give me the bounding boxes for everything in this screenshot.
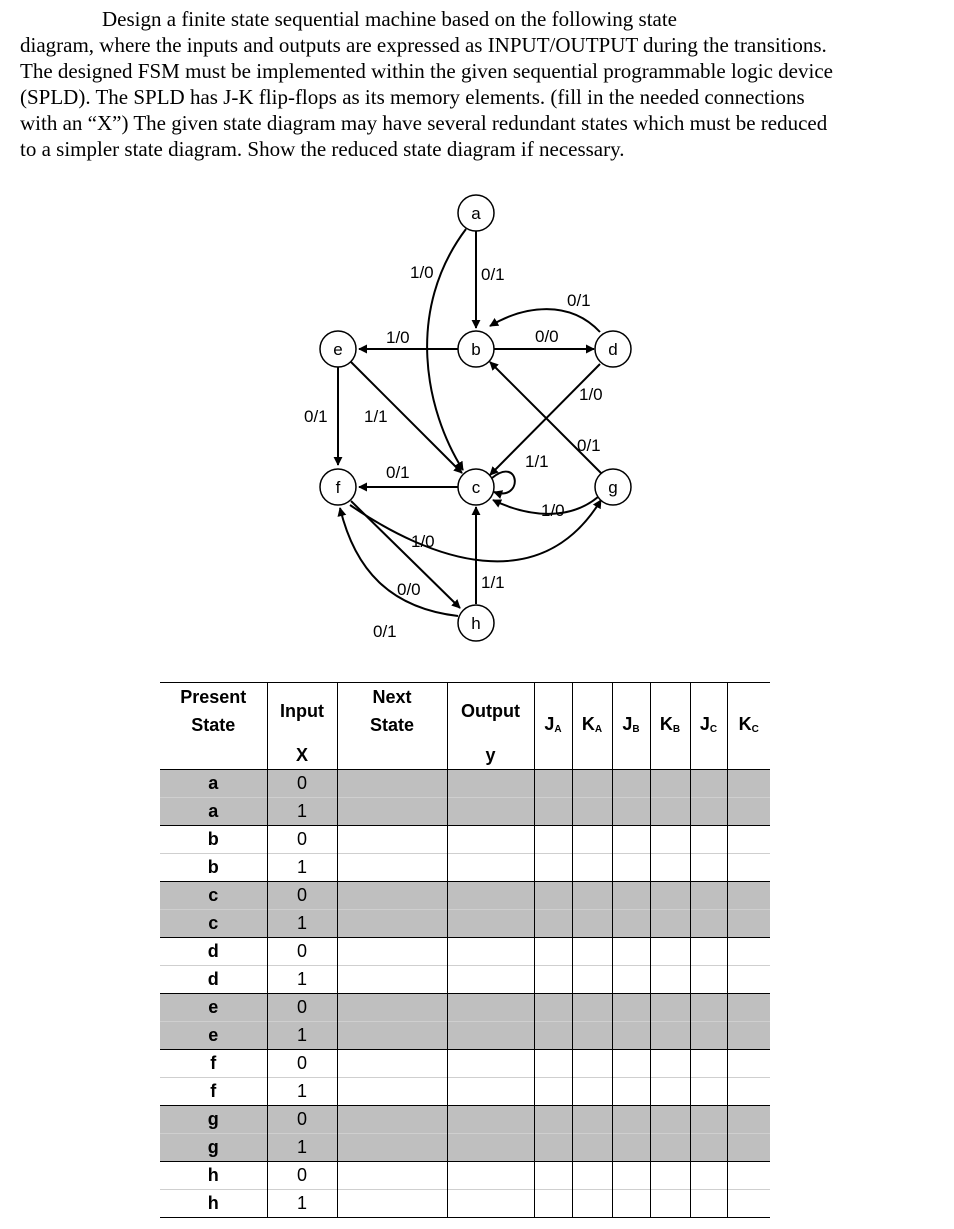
table-row: [160, 770, 770, 798]
problem-line: Design a finite state sequential machine based on the following state: [102, 7, 677, 31]
state-label: d: [608, 340, 618, 359]
input-cell: 1: [267, 798, 337, 826]
kc-cell: [727, 854, 770, 882]
jc-cell: [690, 938, 727, 966]
output-cell: [447, 994, 534, 1022]
ja-cell: [534, 994, 572, 1022]
ka-cell: [572, 1078, 612, 1106]
table-row: [160, 966, 770, 994]
header-line: State: [369, 715, 414, 735]
ka-cell: [572, 1134, 612, 1162]
kb-cell: [650, 1022, 690, 1050]
ff-main: K: [738, 714, 752, 734]
state-label: f: [335, 478, 341, 497]
table-row: [160, 854, 770, 882]
edge-label-c-self: 1/1: [525, 452, 549, 471]
jb-cell: [612, 966, 650, 994]
state-node-c: [458, 469, 494, 505]
present-state-subheader: [160, 739, 267, 770]
state-node-b: [458, 331, 494, 367]
output-cell: [447, 910, 534, 938]
present-state-cell: d: [160, 966, 267, 994]
kc-cell: [727, 1106, 770, 1134]
input-header: Input: [267, 683, 337, 740]
ka-cell: [572, 826, 612, 854]
output-header: Output: [447, 683, 534, 740]
header-line: Present: [180, 687, 247, 707]
ka-cell: [572, 966, 612, 994]
output-cell: [447, 966, 534, 994]
next-state-cell: [337, 882, 447, 910]
ka-cell: [572, 770, 612, 798]
input-cell: 1: [267, 1078, 337, 1106]
state-label: b: [471, 340, 481, 359]
kb-cell: [650, 826, 690, 854]
table-row: [160, 1190, 770, 1218]
problem-line: (SPLD). The SPLD has J-K flip-flops as its memory elements. (fill in the needed connections: [20, 85, 805, 109]
ja-cell: [534, 798, 572, 826]
ja-cell: [534, 1078, 572, 1106]
jc-cell: [690, 770, 727, 798]
edge-label-e-f: 0/1: [304, 407, 328, 426]
ka-cell: [572, 1050, 612, 1078]
input-cell: 1: [267, 1022, 337, 1050]
ff-main: K: [659, 714, 673, 734]
present-state-cell: b: [160, 854, 267, 882]
next-state-cell: [337, 1162, 447, 1190]
kb-cell: [650, 854, 690, 882]
output-cell: [447, 798, 534, 826]
output-cell: [447, 1134, 534, 1162]
output-cell: [447, 1022, 534, 1050]
edge-c-self: [492, 472, 515, 494]
ja-cell: [534, 882, 572, 910]
edge-label-b-e: 1/0: [386, 328, 410, 347]
ka-cell: [572, 798, 612, 826]
input-cell: 0: [267, 938, 337, 966]
header-line: Next: [372, 687, 412, 707]
edge-h-f: [340, 508, 458, 616]
table-row: [160, 910, 770, 938]
next-state-cell: [337, 854, 447, 882]
output-cell: [447, 1106, 534, 1134]
kc-cell: [727, 798, 770, 826]
ka-cell: [572, 854, 612, 882]
table-row: [160, 938, 770, 966]
ff-sub: B: [672, 724, 681, 735]
input-cell: 0: [267, 882, 337, 910]
kc-cell: [727, 1050, 770, 1078]
ff-sub: C: [751, 724, 759, 735]
kc-header: [727, 683, 770, 770]
jc-cell: [690, 1134, 727, 1162]
ff-main: K: [581, 714, 595, 734]
next-state-subheader: [337, 739, 447, 770]
next-state-cell: [337, 798, 447, 826]
edge-label-g-c: 1/0: [541, 501, 565, 520]
present-state-cell: g: [160, 1134, 267, 1162]
ka-header: [572, 683, 612, 770]
kb-header: [650, 683, 690, 770]
jb-cell: [612, 1106, 650, 1134]
input-cell: 1: [267, 1134, 337, 1162]
edge-label-a-c: 1/0: [410, 263, 434, 282]
state-node-h: [458, 605, 494, 641]
input-cell: 0: [267, 826, 337, 854]
next-state-cell: [337, 910, 447, 938]
output-cell: [447, 1190, 534, 1218]
present-state-cell: f: [160, 1078, 267, 1106]
ff-main: J: [699, 714, 710, 734]
ja-cell: [534, 770, 572, 798]
jc-cell: [690, 1162, 727, 1190]
state-label: c: [471, 478, 481, 497]
ff-sub: A: [594, 724, 603, 735]
table-row: [160, 1078, 770, 1106]
present-state-cell: a: [160, 770, 267, 798]
output-cell: [447, 882, 534, 910]
state-label: e: [333, 340, 343, 359]
present-state-cell: h: [160, 1162, 267, 1190]
present-state-cell: a: [160, 798, 267, 826]
edge-label-c-f: 0/1: [386, 463, 410, 482]
kc-cell: [727, 1162, 770, 1190]
state-table: [160, 682, 770, 1218]
next-state-cell: [337, 1106, 447, 1134]
next-state-cell: [337, 826, 447, 854]
edge-label-h-f: 0/1: [373, 622, 397, 641]
ja-cell: [534, 1022, 572, 1050]
ka-cell: [572, 910, 612, 938]
output-cell: [447, 938, 534, 966]
jb-cell: [612, 1162, 650, 1190]
jc-cell: [690, 854, 727, 882]
jc-cell: [690, 1078, 727, 1106]
kc-cell: [727, 1190, 770, 1218]
edge-label-f-g: 1/0: [411, 532, 435, 551]
ka-cell: [572, 1022, 612, 1050]
kb-cell: [650, 1106, 690, 1134]
output-cell: [447, 1050, 534, 1078]
ja-cell: [534, 1162, 572, 1190]
input-cell: 0: [267, 1106, 337, 1134]
next-state-cell: [337, 938, 447, 966]
jb-cell: [612, 994, 650, 1022]
state-node-g: [595, 469, 631, 505]
output-cell: [447, 854, 534, 882]
next-state-cell: [337, 1050, 447, 1078]
state-node-a: [458, 195, 494, 231]
jb-header: [612, 683, 650, 770]
ff-sub: C: [709, 724, 718, 735]
jc-cell: [690, 994, 727, 1022]
state-node-d: [595, 331, 631, 367]
output-cell: [447, 826, 534, 854]
next-state-cell: [337, 966, 447, 994]
state-node-f: [320, 469, 356, 505]
kb-cell: [650, 798, 690, 826]
kb-cell: [650, 1050, 690, 1078]
kc-cell: [727, 910, 770, 938]
next-state-cell: [337, 1190, 447, 1218]
kc-cell: [727, 1022, 770, 1050]
table-row: [160, 1162, 770, 1190]
jc-header: [690, 683, 727, 770]
kb-cell: [650, 1190, 690, 1218]
present-state-cell: e: [160, 1022, 267, 1050]
header-line: State: [191, 715, 236, 735]
state-label: g: [608, 478, 618, 497]
kb-cell: [650, 882, 690, 910]
present-state-cell: c: [160, 910, 267, 938]
problem-line: The designed FSM must be implemented within the given sequential programmable logic device: [20, 59, 833, 83]
jb-cell: [612, 770, 650, 798]
input-cell: 0: [267, 1050, 337, 1078]
edge-label-d-b: 0/1: [567, 291, 591, 310]
jb-cell: [612, 1050, 650, 1078]
ja-cell: [534, 1190, 572, 1218]
kb-cell: [650, 938, 690, 966]
input-cell: 1: [267, 966, 337, 994]
next-state-header: [337, 683, 447, 740]
ja-cell: [534, 1050, 572, 1078]
jb-cell: [612, 1022, 650, 1050]
input-cell: 1: [267, 910, 337, 938]
kc-cell: [727, 1134, 770, 1162]
jb-cell: [612, 910, 650, 938]
table-row: [160, 1022, 770, 1050]
table-row: [160, 1050, 770, 1078]
kc-cell: [727, 966, 770, 994]
kb-cell: [650, 1162, 690, 1190]
present-state-cell: g: [160, 1106, 267, 1134]
table-row: [160, 826, 770, 854]
kb-cell: [650, 966, 690, 994]
ka-cell: [572, 1162, 612, 1190]
kb-cell: [650, 1134, 690, 1162]
jc-cell: [690, 910, 727, 938]
ka-cell: [572, 994, 612, 1022]
kb-cell: [650, 770, 690, 798]
kb-cell: [650, 1078, 690, 1106]
ff-sub: A: [554, 724, 562, 735]
jc-cell: [690, 1022, 727, 1050]
present-state-header: [160, 683, 267, 740]
present-state-cell: f: [160, 1050, 267, 1078]
output-cell: [447, 1078, 534, 1106]
state-label: a: [471, 204, 481, 223]
ka-cell: [572, 882, 612, 910]
table-row: [160, 1106, 770, 1134]
edge-label-d-c: 1/0: [579, 385, 603, 404]
next-state-cell: [337, 1078, 447, 1106]
jb-cell: [612, 854, 650, 882]
jb-cell: [612, 826, 650, 854]
output-var-header: y: [447, 739, 534, 770]
input-cell: 0: [267, 994, 337, 1022]
jb-cell: [612, 882, 650, 910]
input-cell: 0: [267, 1162, 337, 1190]
jc-cell: [690, 1106, 727, 1134]
jc-cell: [690, 798, 727, 826]
jc-cell: [690, 882, 727, 910]
jb-cell: [612, 1134, 650, 1162]
kc-cell: [727, 994, 770, 1022]
edge-label-h-c: 1/1: [481, 573, 505, 592]
jc-cell: [690, 1050, 727, 1078]
table-row: [160, 994, 770, 1022]
state-label: h: [471, 614, 481, 633]
jb-cell: [612, 938, 650, 966]
input-cell: 1: [267, 854, 337, 882]
next-state-cell: [337, 994, 447, 1022]
present-state-cell: e: [160, 994, 267, 1022]
edge-label-e-c: 1/1: [364, 407, 388, 426]
next-state-cell: [337, 1022, 447, 1050]
edge-label-g-b: 0/1: [577, 436, 601, 455]
edge-label-a-b: 0/1: [481, 265, 505, 284]
edge-label-b-d: 0/0: [535, 327, 559, 346]
ja-cell: [534, 1134, 572, 1162]
ka-cell: [572, 1106, 612, 1134]
jb-cell: [612, 798, 650, 826]
jc-cell: [690, 826, 727, 854]
input-var-header: X: [267, 739, 337, 770]
jb-cell: [612, 1078, 650, 1106]
output-cell: [447, 1162, 534, 1190]
jc-cell: [690, 1190, 727, 1218]
ff-main: J: [622, 714, 633, 734]
kc-cell: [727, 826, 770, 854]
ff-sub: B: [632, 724, 640, 735]
ja-cell: [534, 1106, 572, 1134]
next-state-cell: [337, 1134, 447, 1162]
input-cell: 1: [267, 1190, 337, 1218]
kc-cell: [727, 770, 770, 798]
problem-line: to a simpler state diagram. Show the reduced state diagram if necessary.: [20, 137, 625, 161]
table-row: [160, 1134, 770, 1162]
jb-cell: [612, 1190, 650, 1218]
present-state-cell: c: [160, 882, 267, 910]
input-cell: 0: [267, 770, 337, 798]
state-node-e: [320, 331, 356, 367]
problem-line: with an “X”) The given state diagram may have several redundant states which must be reduced: [20, 111, 828, 135]
output-cell: [447, 770, 534, 798]
ja-cell: [534, 910, 572, 938]
present-state-cell: b: [160, 826, 267, 854]
kb-cell: [650, 910, 690, 938]
ja-cell: [534, 938, 572, 966]
ja-cell: [534, 966, 572, 994]
jc-cell: [690, 966, 727, 994]
kb-cell: [650, 994, 690, 1022]
ja-header: [534, 683, 572, 770]
present-state-cell: h: [160, 1190, 267, 1218]
ka-cell: [572, 938, 612, 966]
kc-cell: [727, 938, 770, 966]
kc-cell: [727, 1078, 770, 1106]
table-row: [160, 798, 770, 826]
problem-line: diagram, where the inputs and outputs are expressed as INPUT/OUTPUT during the transitions.: [20, 33, 827, 57]
next-state-cell: [337, 770, 447, 798]
ff-main: J: [544, 714, 555, 734]
ka-cell: [572, 1190, 612, 1218]
ja-cell: [534, 854, 572, 882]
edge-label-f-h: 0/0: [397, 580, 421, 599]
kc-cell: [727, 882, 770, 910]
present-state-cell: d: [160, 938, 267, 966]
table-row: [160, 882, 770, 910]
ja-cell: [534, 826, 572, 854]
